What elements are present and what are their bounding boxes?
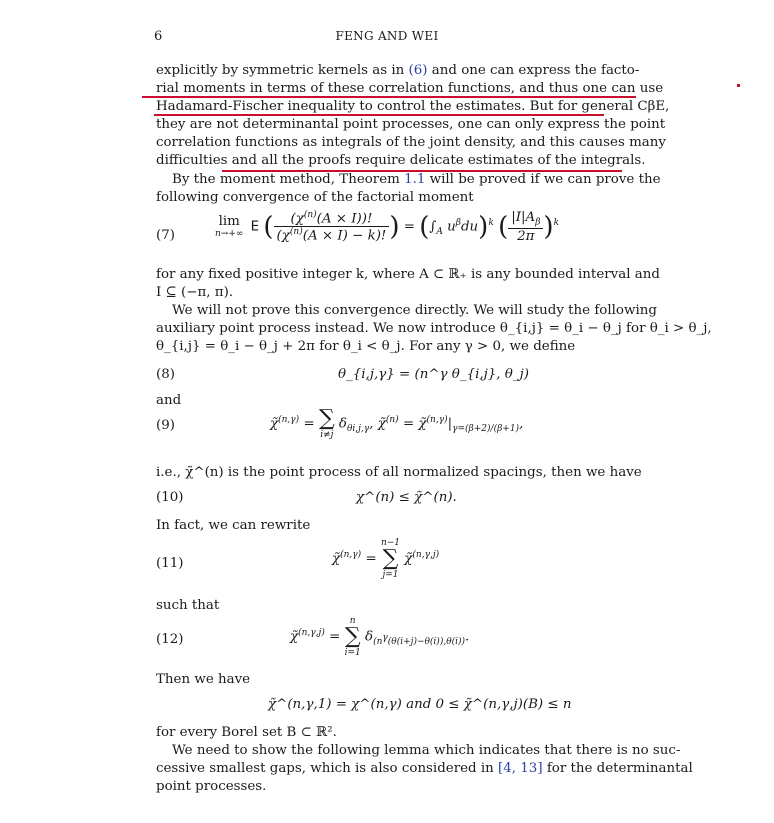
equation-13: χ̃^(n,γ,1) = χ^(n,γ) and 0 ≤ χ̃^(n,γ,j)(B) ≤ n — [268, 697, 572, 712]
running-title: FENG AND WEI — [335, 29, 439, 43]
equation-7: lim n→+∞ E ( $\frac{(\chi^{(n)}(A \times I))!}{(\chi^{(n)}(A \times I) - k)!}$ ) = ($\int_A$ $u^\beta du)^k$ ( $\frac{|I|A_\beta}{2\pi}$ )$^k$ — [215, 210, 560, 244]
p7-line1: such that — [156, 598, 220, 613]
p1-line4: they are not determinantal point processes, one can only express the point — [156, 117, 666, 132]
equation-11: χ̃$^{(n,\gamma)}$ = n−1 ∑ j=1 χ̃$^{(n,\gamma,j)}$ — [332, 538, 440, 580]
p3-line1: for any fixed positive integer k, where A ⊂ ℝ₊ is any bounded interval and — [156, 267, 660, 282]
p1-line3: Hadamard-Fischer inequality to control the estimates. But for general CβE, — [156, 99, 670, 114]
eq12-label: (12) — [156, 632, 184, 647]
p2-line2: following convergence of the factorial moment — [156, 190, 474, 205]
ref-6-link[interactable]: (6) — [408, 63, 428, 78]
equation-9: χ̃$^{(n,\gamma)}$ = ∑ i≠j $\delta_{\theta i,j,\gamma}$, χ̃$^{(n)}$ = $\chĩ^{(n,\gamma)}|_{\gamma=(\beta+2)/(\beta+1)}$, — [270, 406, 524, 440]
ref-4-13-link[interactable]: [4, 13] — [498, 761, 543, 776]
equation-10: χ^(n) ≤ χ̃^(n). — [356, 490, 457, 505]
p4-line3: θ_{i,j} = θ_i − θ_j + 2π for θ_i < θ_j. For any γ > 0, we define — [156, 339, 576, 354]
and-text: and — [156, 393, 182, 408]
p1-line2: rial moments in terms of these correlation functions, and thus one can use — [156, 81, 664, 96]
page-number: 6 — [154, 29, 163, 44]
eq10-label: (10) — [156, 490, 184, 505]
eq7-label: (7) — [156, 228, 175, 243]
p1-line5: correlation functions as integrals of the joint density, and this causes many — [156, 135, 666, 150]
eq9-label: (9) — [156, 418, 175, 433]
p9-line1: for every Borel set B ⊂ ℝ². — [156, 725, 337, 740]
equation-12: χ̃$^{(n,\gamma,j)}$ = n ∑ i=1 $\delta_{(n^\gamma(\theta(i+j)-\theta(i)),\theta(i))}$. — [290, 616, 470, 658]
p10-line2: cessive smallest gaps, which is also considered in [4, 13] for the determinantal — [156, 761, 693, 776]
p8-line1: Then we have — [156, 672, 251, 687]
p10-line1: We need to show the following lemma which indicates that there is no suc- — [172, 743, 681, 758]
eq8-label: (8) — [156, 367, 175, 382]
p2-line1: By the moment method, Theorem 1.1 will be proved if we can prove the — [172, 172, 661, 187]
p10-line3: point processes. — [156, 779, 267, 794]
annotation-underline-2 — [154, 114, 604, 116]
p4-line1: We will not prove this convergence directly. We will study the following — [172, 303, 657, 318]
eq11-label: (11) — [156, 556, 184, 571]
theorem-1-1-link[interactable]: 1.1 — [404, 172, 426, 187]
p4-line2: auxiliary point process instead. We now introduce θ_{i,j} = θ_i − θ_j for θ_i > θ_j, — [156, 321, 712, 336]
p6-line1: In fact, we can rewrite — [156, 518, 311, 533]
p1-line1: explicitly by symmetric kernels as in (6) and one can express the facto- — [156, 63, 640, 78]
equation-8: θ_{i,j,γ} = (n^γ θ_{i,j}, θ_j) — [338, 367, 529, 382]
p3-line2: I ⊆ (−π, π). — [156, 285, 234, 300]
p5-line1: i.e., χ̃^(n) is the point process of all normalized spacings, then we have — [156, 465, 642, 480]
p1-line6: difficulties and all the proofs require delicate estimates of the integrals. — [156, 153, 646, 168]
annotation-underline-1 — [142, 96, 636, 98]
annotation-dot — [737, 84, 740, 87]
